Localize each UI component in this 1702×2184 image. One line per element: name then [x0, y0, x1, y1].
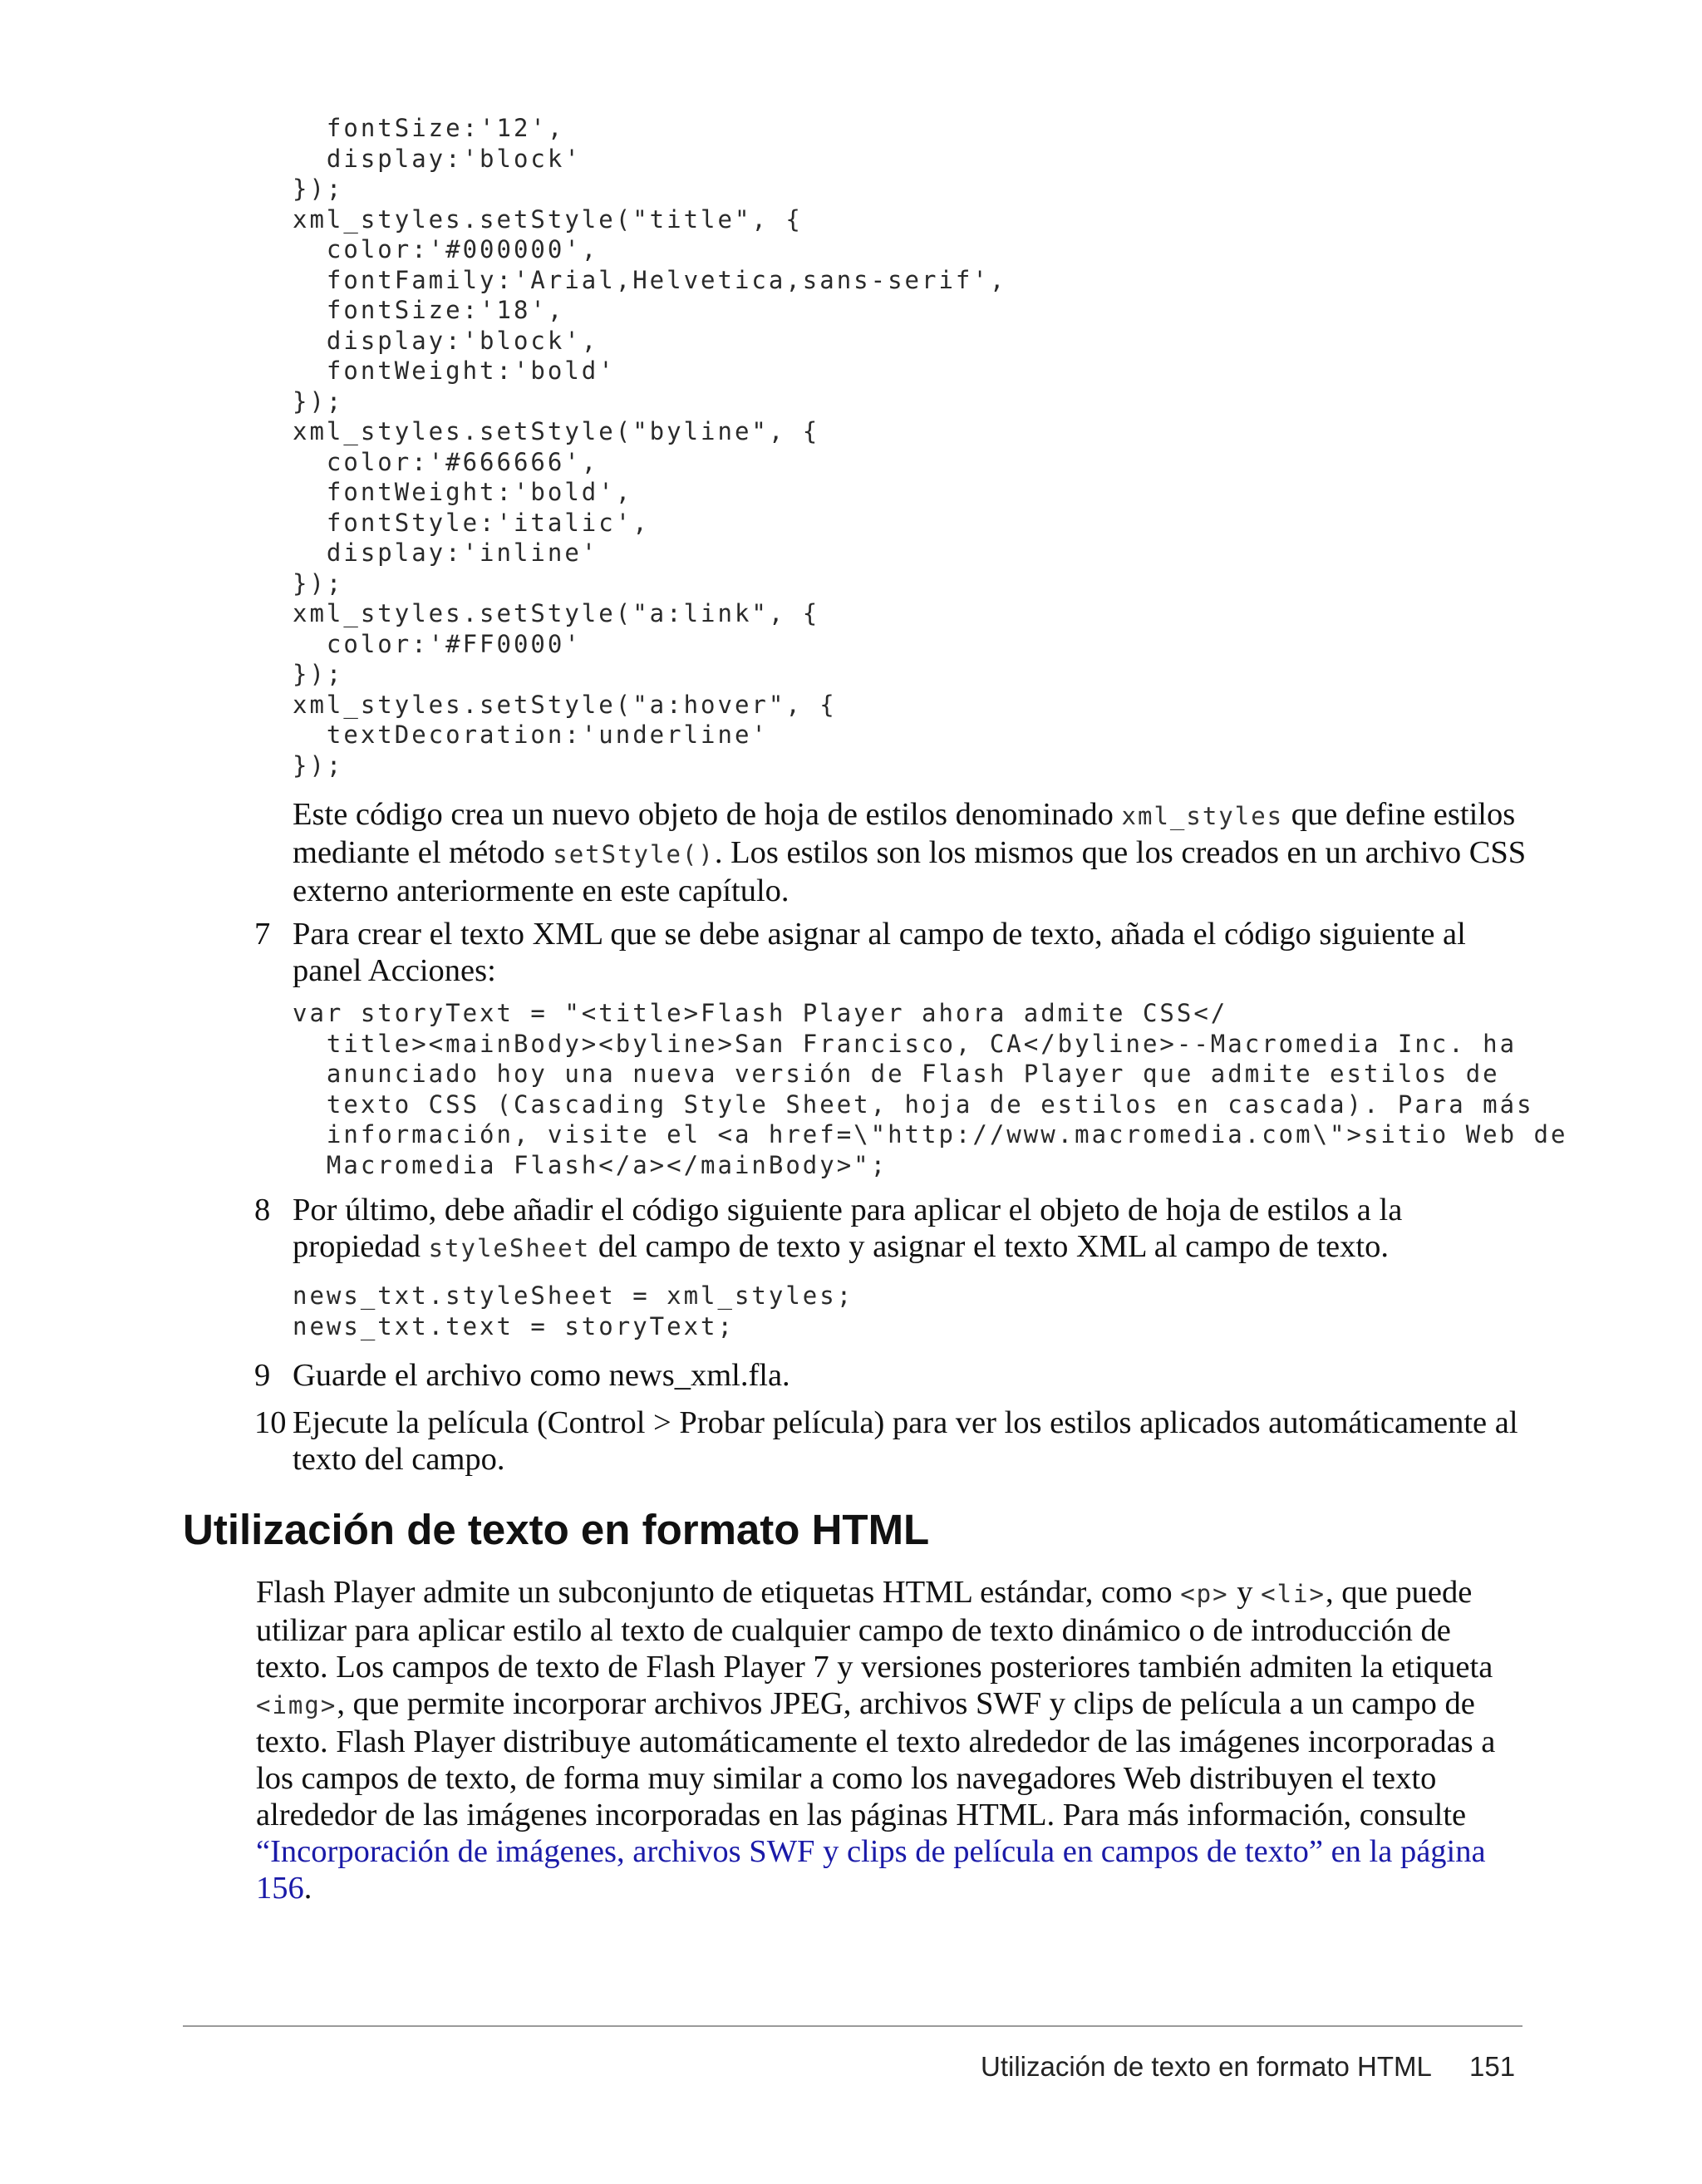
section-heading: Utilización de texto en formato HTML	[183, 1506, 930, 1553]
inline-code-img-tag: <img>	[256, 1691, 337, 1719]
cross-reference-link[interactable]: “Incorporación de imágenes, archivos SWF y clips de película en campos de texto” en la página 156	[256, 1834, 1486, 1906]
inline-code-li-tag: <li>	[1261, 1580, 1326, 1608]
section-text-3: , que puede utilizar para aplicar estilo al texto de cualquier campo de texto dinámico o de introducción de texto. Los campos de texto de Flash Player 7 y versiones posteriores también admiten la etiqueta	[256, 1575, 1493, 1685]
step-number-9: 9	[254, 1358, 271, 1393]
section-text-2: y	[1228, 1575, 1262, 1610]
footer-section-title: Utilización de texto en formato HTML	[981, 2051, 1432, 2082]
footer-divider	[183, 2025, 1522, 2027]
code-block-news-txt: news_txt.styleSheet = xml_styles; news_txt.text = storyText;	[293, 1281, 854, 1340]
inline-code-stylesheet: styleSheet	[428, 1234, 591, 1262]
step-7-text: Para crear el texto XML que se debe asignar al campo de texto, añada el código siguiente al panel Acciones:	[293, 917, 1466, 988]
step-8-text	[293, 1192, 1531, 1267]
step-9-text: Guarde el archivo como news_xml.fla.	[293, 1358, 790, 1393]
section-body-paragraph	[256, 1574, 1531, 1906]
inline-code-xml-styles: xml_styles	[1121, 802, 1284, 830]
step-number-10: 10	[254, 1405, 287, 1440]
code-block-styles: fontSize:'12', display:'block' }); xml_styles.setStyle("title", { color:'#000000', fontFamily:'Arial,Helvetica,sans-serif', fontSize:'18', display:'block', fontWeight:'bold' }); xml_styles.setStyle("byline", { color:'#666666', fontWeight:'bold', fontStyle:'italic', display:'inline' }); xml_styles.setStyle("a:link", { color:'#FF0000' }); xml_styles.setStyle("a:hover", { textDecoration:'underline' });	[293, 114, 1007, 780]
step-number-8: 8	[254, 1193, 271, 1227]
paragraph-stylesheet-explanation	[293, 796, 1531, 909]
step-number-7: 7	[254, 917, 271, 952]
section-text-4: , que permite incorporar archivos JPEG, archivos SWF y clips de película a un campo de texto. Flash Player distribuye automáticamente el texto alrededor de las imágenes incorporadas a los campos de texto, de forma muy similar a como los navegadores Web distribuyen el texto alrededor de las imágenes incorporadas en las páginas HTML. Para más información, consulte	[256, 1686, 1496, 1832]
section-text-5: .	[303, 1871, 312, 1906]
step-8-text-1: Por último, debe añadir el código siguiente para aplicar el objeto de hoja de estilos a la propiedad	[293, 1193, 1403, 1264]
para-text-3: . Los estilos son los mismos que los creados en un archivo CSS externo anteriormente en este capítulo.	[293, 835, 1527, 908]
footer-page-number: 151	[1469, 2051, 1516, 2082]
step-8-text-2: del campo de texto y asignar el texto XML al campo de texto.	[590, 1229, 1389, 1264]
section-text-1: Flash Player admite un subconjunto de etiquetas HTML estándar, como	[256, 1575, 1181, 1610]
step-10-text: Ejecute la película (Control > Probar película) para ver los estilos aplicados automáticamente al texto del campo.	[293, 1405, 1518, 1477]
inline-code-p-tag: <p>	[1180, 1580, 1229, 1608]
para-text-2: que define estilos mediante el método	[293, 797, 1516, 870]
code-block-storytext: var storyText = "<title>Flash Player ahora admite CSS</ title><mainBody><byline>San Francisco, CA</byline>--Macromedia Inc. ha anunciado hoy una nueva versión de Flash Player que admite estilos de texto CSS (Cascading Style Sheet, hoja de estilos en cascada). Para más información, visite el <a href=\"http://www.macromedia.com\">sitio Web de Macromedia Flash</a></mainBody>";	[293, 999, 1568, 1179]
inline-code-setstyle: setStyle()	[553, 840, 715, 868]
para-text-1: Este código crea un nuevo objeto de hoja de estilos denominado	[293, 797, 1122, 832]
